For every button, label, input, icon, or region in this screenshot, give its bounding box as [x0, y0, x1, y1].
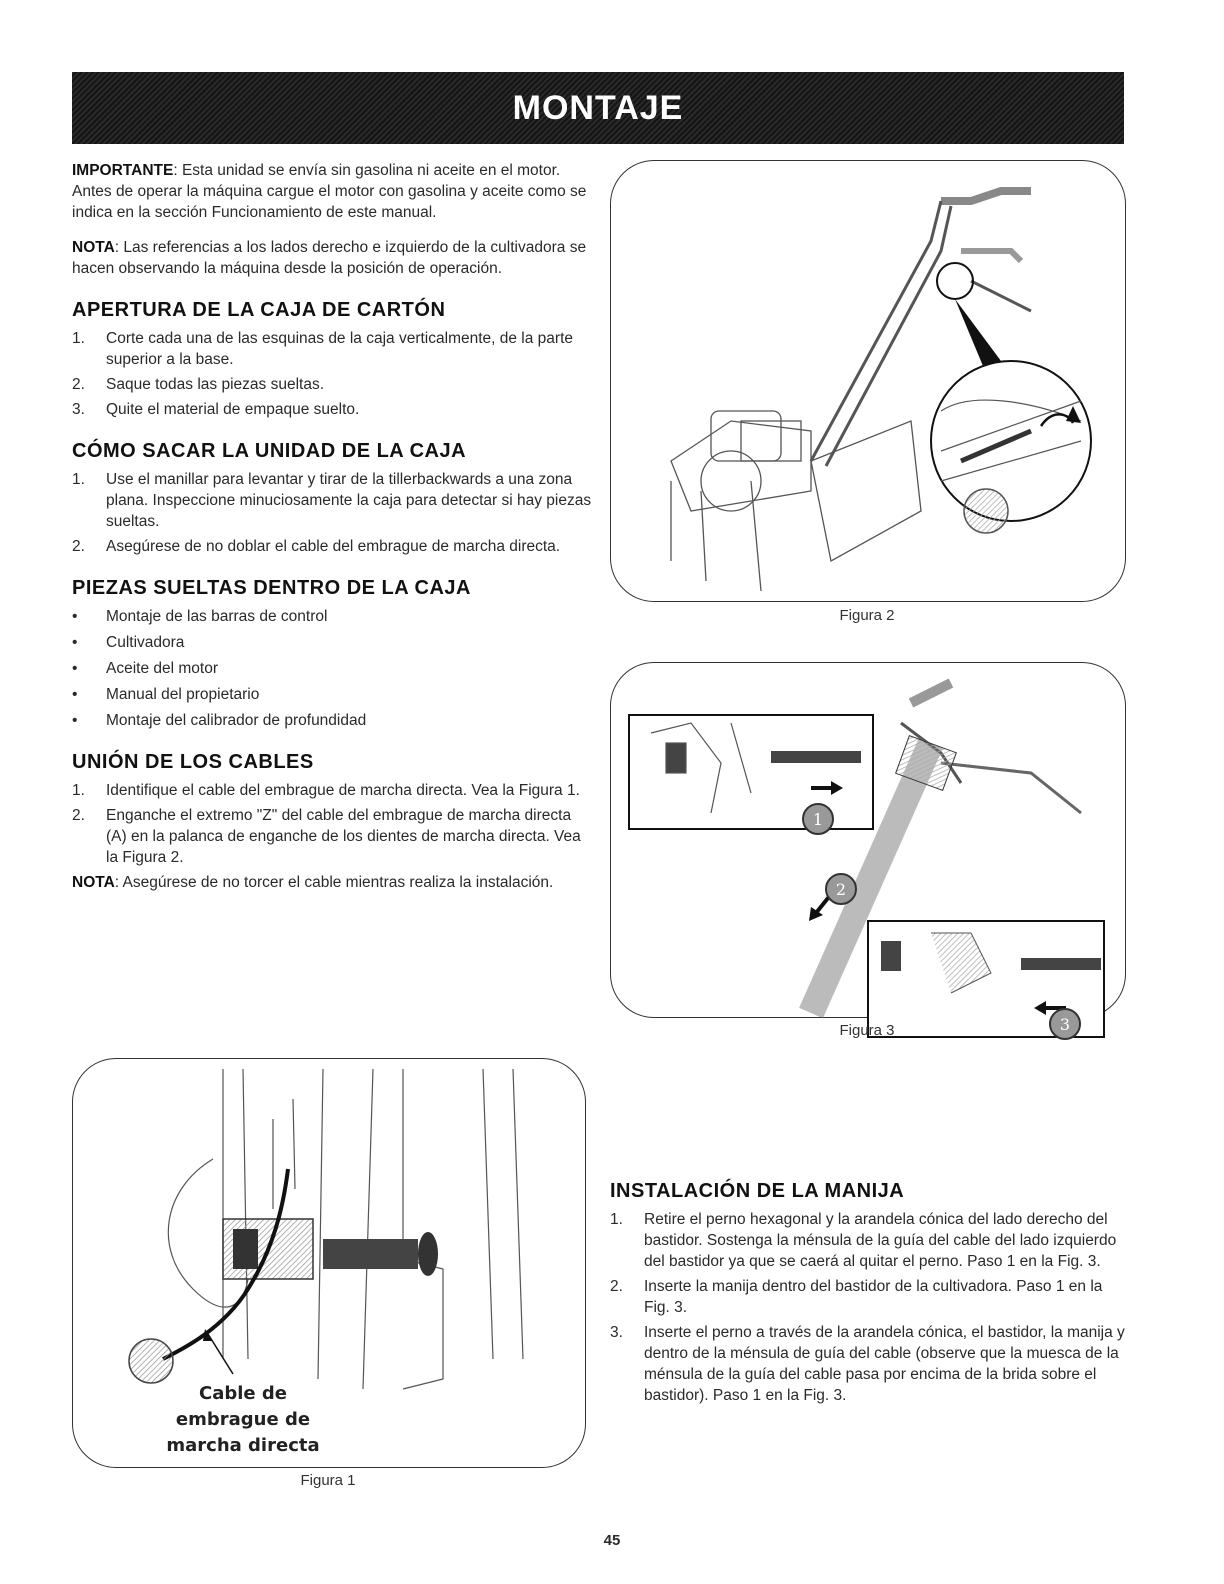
right-column [610, 1180, 1125, 1410]
left-column [72, 160, 592, 907]
cables-note-label: NOTA [72, 874, 115, 891]
important-paragraph [72, 160, 592, 223]
heading-handle: INSTALACIÓN DE LA MANIJA [610, 1180, 905, 1202]
list-item: 2. Enganche el extremo "Z" del cable del embrague de marcha directa (A) en la palanca de enganche de los dientes de marcha directa. Vea la Figura 2. [72, 807, 581, 866]
cables-steps [72, 780, 592, 868]
heading-opening: APERTURA DE LA CAJA DE CARTÓN [72, 299, 446, 321]
list-item: 1. Retire el perno hexagonal y la arandela cónica del lado derecho del bastidor. Sostenga la ménsula de la guía del cable del lado izquierdo del bastidor ya que se caerá al quitar el perno. Paso 1 en la Fig. 3. [610, 1211, 1117, 1270]
list-item: 1. Corte cada una de las esquinas de la caja verticalmente, de la parte superior a la base. [72, 330, 574, 368]
important-text: : Esta unidad se envía sin gasolina ni aceite en el motor. Antes de operar la máquina cargue el motor con gasolina y aceite como se indica en la sección Funcionamiento de este manual. [72, 162, 587, 221]
opening-steps [72, 328, 592, 420]
heading-loose-parts: PIEZAS SUELTAS DENTRO DE LA CAJA [72, 577, 471, 599]
list-item: • Aceite del motor [72, 660, 218, 677]
tiller-engine-illustration [611, 161, 1125, 601]
figure-1-caption: Figura 1 [300, 1472, 356, 1489]
list-item: • Montaje de las barras de control [72, 608, 328, 625]
page-number: 45 [603, 1532, 621, 1549]
list-item: • Manual del propietario [72, 686, 260, 703]
note-text: : Las referencias a los lados derecho e izquierdo de la cultivadora se hacen observando la máquina desde la posición de operación. [72, 239, 587, 277]
list-item: 2. Inserte la manija dentro del bastidor de la cultivadora. Paso 1 en la Fig. 3. [610, 1278, 1103, 1316]
section-banner [72, 72, 1124, 144]
figure-2 [610, 160, 1126, 602]
list-item: 2. Saque todas las piezas sueltas. [72, 376, 324, 393]
figure-2-caption: Figura 2 [839, 607, 895, 624]
list-item: 3. Inserte el perno a través de la arandela cónica, el bastidor, la manija y dentro de la ménsula de guía del cable (observe que la muesca de la ménsula de la guía del cable pasa por encima de la brida sobre el bastidor). Paso 1 en la Fig. 3. [610, 1324, 1125, 1404]
list-item: • Montaje del calibrador de profundidad [72, 712, 367, 729]
list-item: 1. Identifique el cable del embrague de marcha directa. Vea la Figura 1. [72, 782, 580, 799]
figure-1-label: Cable de embrague de marcha directa [166, 1383, 320, 1456]
handle-installation-illustration [611, 663, 1125, 1017]
list-item: 3. Quite el material de empaque suelto. [72, 401, 360, 418]
handle-steps [610, 1209, 1125, 1406]
cables-note-text: : Asegúrese de no torcer el cable mientras realiza la instalación. [114, 874, 554, 891]
step-3-badge: 3 [1049, 1008, 1081, 1040]
page-title: MONTAJE [512, 88, 684, 127]
note-paragraph [72, 237, 592, 279]
step-1-badge: 1 [802, 803, 834, 835]
cables-note [72, 872, 592, 893]
list-item: • Cultivadora [72, 634, 185, 651]
heading-removing: CÓMO SACAR LA UNIDAD DE LA CAJA [72, 440, 467, 462]
loose-parts-list [72, 606, 592, 731]
cable-callout-dot [129, 1339, 173, 1383]
list-item: 2. Asegúrese de no doblar el cable del embrague de marcha directa. [72, 538, 561, 555]
removing-steps [72, 469, 592, 557]
important-label: IMPORTANTE [72, 162, 174, 179]
callout-dot [964, 489, 1008, 533]
step-2-badge: 2 [825, 873, 857, 905]
note-label: NOTA [72, 239, 115, 256]
figure-3-caption: Figura 3 [839, 1022, 895, 1039]
heading-cables: UNIÓN DE LOS CABLES [72, 751, 314, 773]
figure-1 [72, 1058, 586, 1468]
list-item: 1. Use el manillar para levantar y tirar de la tillerbackwards a una zona plana. Inspeccione minuciosamente la caja para detectar si hay piezas sueltas. [72, 471, 592, 530]
